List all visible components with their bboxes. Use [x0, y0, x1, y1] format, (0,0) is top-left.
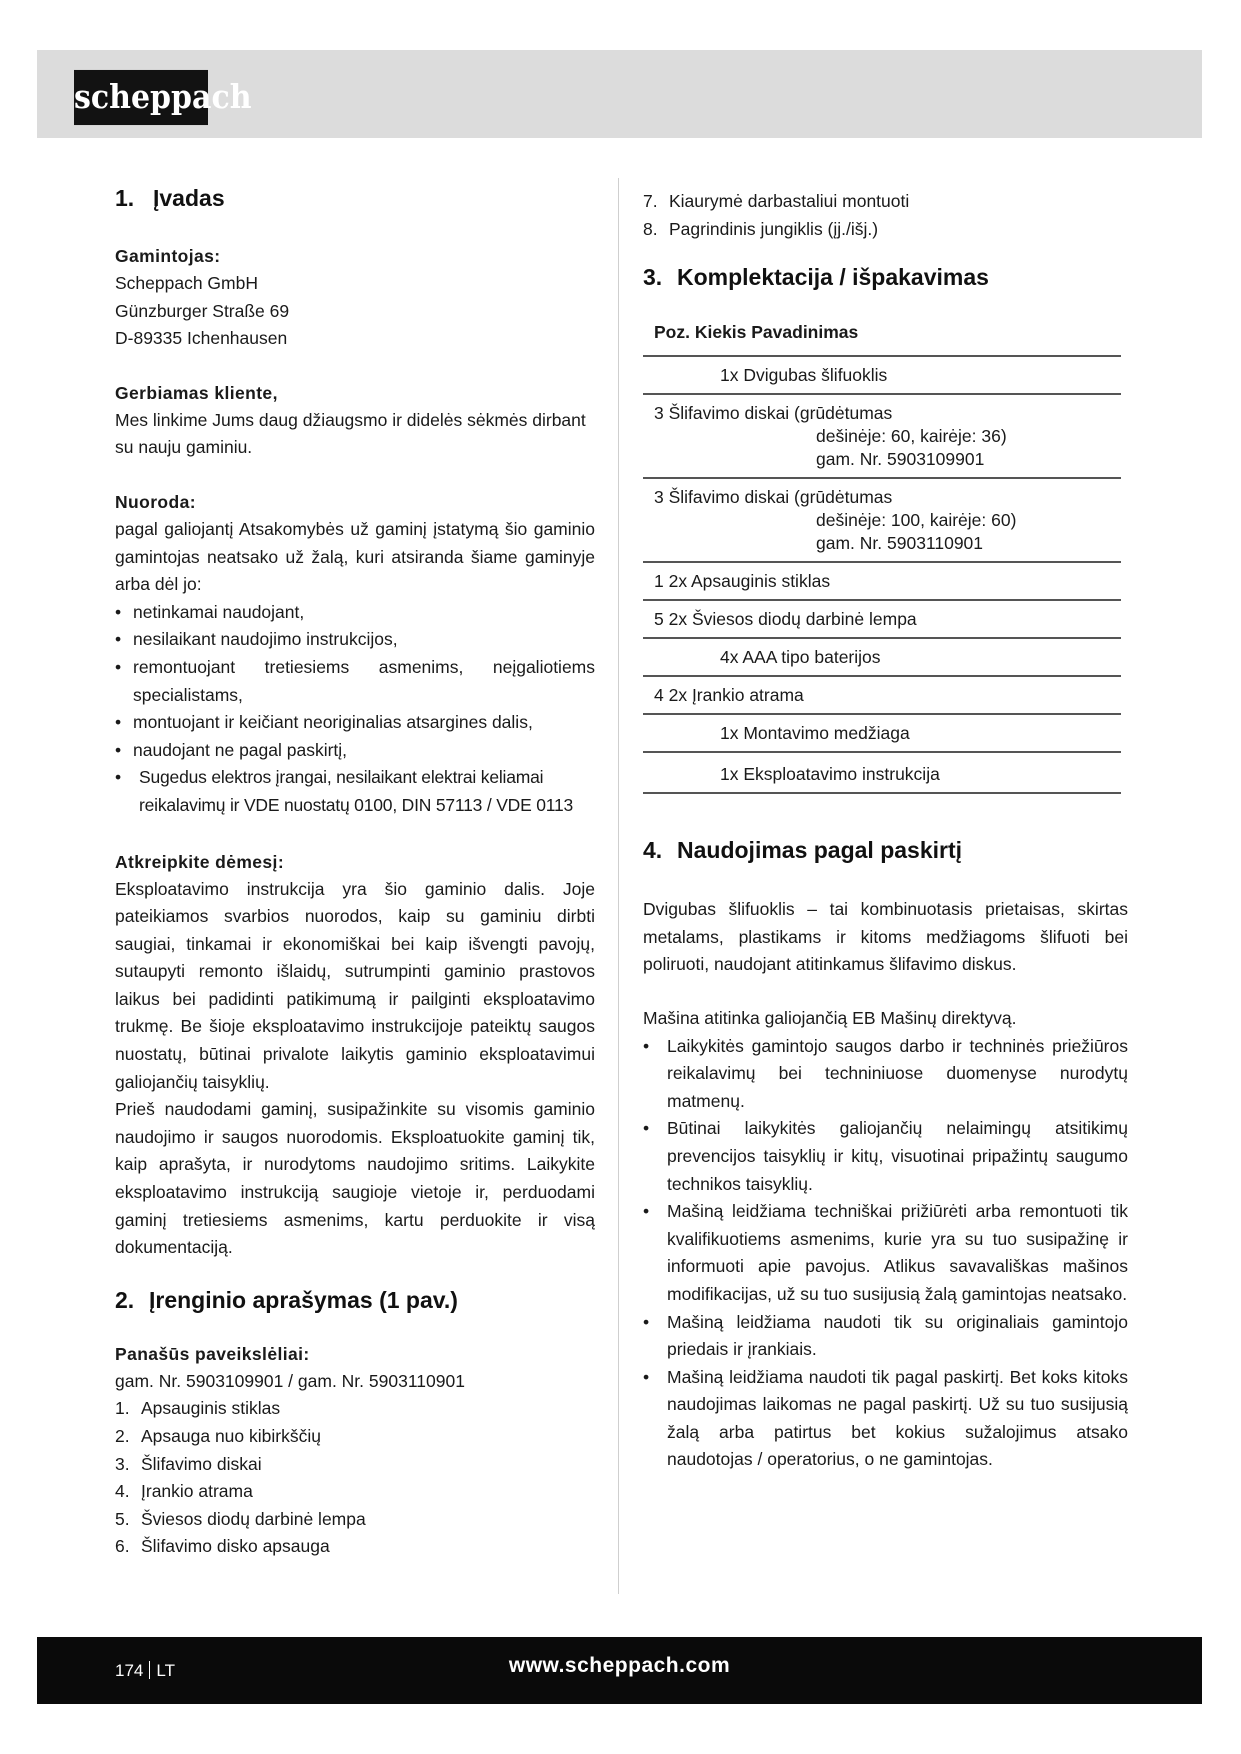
section-number: 2.	[115, 1286, 135, 1313]
dear-customer-text: Mes linkime Jums daug džiaugsmo ir didelės sėkmės dirbant su nauju gaminiu.	[115, 409, 586, 458]
section-4-heading	[643, 830, 1128, 870]
list-item: 2. Apsauga nuo kibirkščių	[115, 1426, 321, 1446]
similar-images-label: Panašūs paveikslėliai:	[115, 1343, 310, 1364]
section-title: Įvadas	[153, 185, 225, 211]
list-item: • netinkamai naudojant,	[115, 599, 595, 627]
manufacturer-line: Günzburger Straße 69	[115, 300, 290, 321]
footer-band	[37, 1637, 1202, 1704]
parts-list	[115, 1395, 595, 1561]
section-1-heading	[115, 178, 595, 218]
manufacturer-label: Gamintojas:	[115, 246, 221, 266]
table-row: 5 2x Šviesos diodų darbinė lempa	[643, 601, 1121, 639]
page-number: 174	[115, 1661, 144, 1680]
list-item: • Mašiną leidžiama naudoti tik pagal paskirtį. Bet koks kitoks naudojimas laikomas ne pagal paskirtį. Už su tuo susijusią žalą arba patirtus bet kokius sužalojimus atsako naudotojas / operatorius, o ne gamintojas.	[643, 1364, 1128, 1474]
table-row: 1x Dvigubas šlifuoklis	[643, 357, 1121, 395]
section-number: 1.	[115, 185, 135, 211]
list-item: 7. Kiaurymė darbastaliui montuoti	[643, 191, 910, 211]
list-item: 6. Šlifavimo disko apsauga	[115, 1536, 330, 1557]
similar-images-text: gam. Nr. 5903109901 / gam. Nr. 5903110901	[115, 1370, 465, 1391]
contents-table	[643, 319, 1121, 794]
list-item: • montuojant ir keičiant neoriginalias atsargines dalis,	[115, 709, 595, 737]
list-item: • Mašiną leidžiama techniškai prižiūrėti arba remontuoti tik kvalifikuotiems asmenims, kurie yra su tuo susipažinę ir informuoti apie pavojus. Atlikus savavališkas mašinos modifikacijas, už su tuo susijusią žalą gamintojas neatsako.	[643, 1198, 1128, 1308]
website-link[interactable]: www.scheppach.com	[508, 1654, 731, 1677]
section-2-heading	[115, 1280, 595, 1320]
attention-label: Atkreipkite dėmesį:	[115, 851, 285, 872]
table-row: 4x AAA tipo baterijos	[643, 639, 1121, 677]
parts-list-continued	[643, 188, 1128, 243]
manufacturer-line: Scheppach GmbH	[115, 273, 258, 293]
table-row: 3 Šlifavimo diskai (grūdėtumas dešinėje: 100, kairėje: 60) gam. Nr. 5903110901	[643, 479, 1121, 563]
list-item: • remontuojant tretiesiems asmenims, neįgaliotiems specialistams,	[115, 654, 595, 709]
note-label: Nuoroda:	[115, 491, 196, 512]
list-item: 4. Įrankio atrama	[115, 1481, 253, 1502]
list-item: • Laikykitės gamintojo saugos darbo ir techninės priežiūros reikalavimų bei techniniuose duomenyse nurodytų matmenų.	[643, 1033, 1128, 1116]
table-row: 3 Šlifavimo diskai (grūdėtumas dešinėje: 60, kairėje: 36) gam. Nr. 5903109901	[643, 395, 1121, 479]
right-column	[643, 188, 1128, 1474]
section-number: 3.	[643, 264, 663, 291]
list-item: • nesilaikant naudojimo instrukcijos,	[115, 626, 595, 654]
list-item: • Mašiną leidžiama naudoti tik su originaliais gamintojo priedais ir įrankiais.	[643, 1309, 1128, 1364]
section-3-heading	[643, 257, 1128, 297]
section-title: Komplektacija / išpakavimas	[677, 264, 989, 291]
list-item: 3. Šlifavimo diskai	[115, 1453, 262, 1474]
intended-use-bullets	[643, 1033, 1128, 1475]
section-title: Naudojimas pagal paskirtį	[677, 837, 963, 864]
left-column	[115, 178, 595, 1561]
section-title: Įrenginio aprašymas (1 pav.)	[149, 1286, 458, 1313]
list-item: 5. Šviesos diodų darbinė lempa	[115, 1508, 366, 1529]
table-header: Poz. Kiekis Pavadinimas	[643, 319, 1121, 357]
note-bullet-list	[115, 599, 595, 765]
attention-text: Prieš naudodami gaminį, susipažinkite su visomis gaminio naudojimo ir saugos nuorodomis. Eksploatuokite gaminį tik, kaip aprašyta, ir nurodytoms naudojimo sritims. Laikykite eksploatavimo instrukciją saugioje vietoje ir, perduodami gaminį tretiesiems asmenims, kartu perduokite ir visą dokumentaciją.	[115, 1099, 595, 1258]
note-text: pagal galiojantį Atsakomybės už gaminį įstatymą šio gaminio gamintojas neatsako už žalą, kuri atsiranda šiame gaminyje arba dėl jo:	[115, 518, 595, 595]
header-band	[37, 50, 1202, 138]
manufacturer-line: D-89335 Ichenhausen	[115, 328, 288, 349]
language-code: LT	[156, 1661, 175, 1680]
table-row: 1x Montavimo medžiaga	[643, 715, 1121, 753]
intended-use-text: Dvigubas šlifuoklis – tai kombinuotasis prietaisas, skirtas metalams, plastikams ir kitoms medžiagoms šlifuoti bei poliruoti, naudojant atitinkamus šlifavimo diskus.	[643, 899, 1128, 975]
list-item: • Sugedus elektros įrangai, nesilaikant elektrai keliamai reikalavimų ir VDE nuostatų 0100, DIN 57113 / VDE 0113	[115, 764, 595, 819]
table-row: 1 2x Apsauginis stiklas	[643, 563, 1121, 601]
table-row: 1x Eksploatavimo instrukcija	[643, 753, 1121, 794]
scheppach-logo: scheppach	[74, 70, 208, 125]
directive-text: Mašina atitinka galiojančią EB Mašinų direktyvą.	[643, 1007, 1017, 1028]
list-item: • Būtinai laikykitės galiojančių nelaimingų atsitikimų prevencijos taisyklių ir kitų, visuotinai pripažintų saugumo technikos taisyklių.	[643, 1115, 1128, 1198]
note-bullet-list-last	[115, 764, 595, 819]
attention-text: Eksploatavimo instrukcija yra šio gaminio dalis. Joje pateikiamos svarbios nuorodos, kaip su gaminiu dirbti saugiai, tinkamai ir ekonomiškai bei kaip išvengti pavojų, sutaupyti remonto išlaidų, sutrumpinti gaminio prastovos laikus bei padidinti patikimumą ir pailginti eksploatavimo trukmę. Be šioje eksploatavimo instrukcijoje pateiktų saugos nuostatų, būtinai privalote laikytis gaminio eksploatavimui galiojančių taisyklių.	[115, 878, 595, 1092]
column-divider	[618, 178, 619, 1594]
table-row: 4 2x Įrankio atrama	[643, 677, 1121, 715]
list-item: • naudojant ne pagal paskirtį,	[115, 737, 595, 765]
list-item: 1. Apsauginis stiklas	[115, 1398, 281, 1419]
section-number: 4.	[643, 837, 663, 864]
dear-customer-label: Gerbiamas kliente,	[115, 382, 278, 403]
list-item: 8. Pagrindinis jungiklis (įj./išj.)	[643, 218, 879, 239]
